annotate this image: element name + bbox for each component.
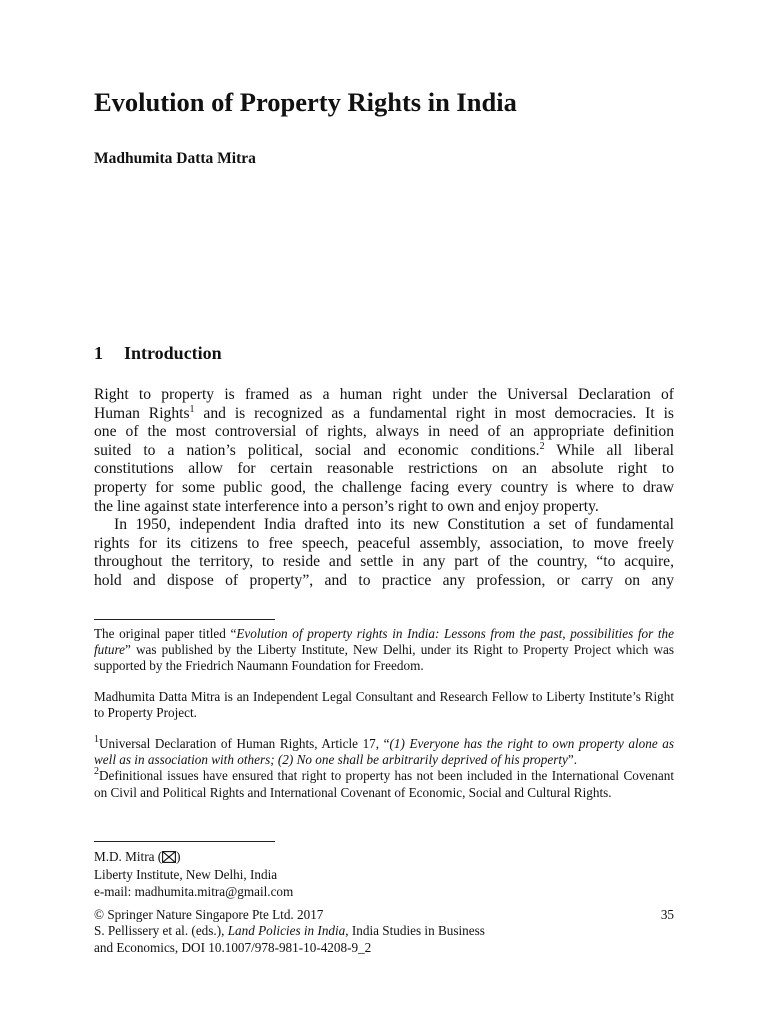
body-text <box>94 386 674 591</box>
paragraph-line: property for some public good, the challenge facing every country is where to draw <box>94 478 674 496</box>
institute-line: Liberty Institute, New Delhi, India <box>94 867 278 883</box>
author-address <box>94 849 293 900</box>
paper-page <box>94 0 674 1024</box>
paper-title: Evolution of Property Rights in India <box>94 87 517 117</box>
address-divider <box>94 841 275 842</box>
paragraph-line: suited to a nation’s political, social and economic conditions.$^2$ While all liberal <box>94 440 675 459</box>
copyright-block: © Springer Nature Singapore Pte Ltd. 2017 S. Pellissery et al. (eds.), Land Policies in India, India Studies in Business and Economics, DOI 10.1007/978-981-10-4208-9_2 <box>94 907 485 955</box>
page-number: 35 <box>660 907 674 922</box>
section-number: 1 <box>94 343 103 363</box>
paragraph-line: one of the most controversial of rights, always in need of an appropriate definition <box>94 423 674 441</box>
paragraph-line: throughout the territory, to reside and settle in any part of the country, “to acquire, <box>94 553 674 571</box>
envelope-icon[interactable] <box>162 851 176 867</box>
footnote-2: $^2$Definitional issues have ensured that right to property has not been included in the International Covenant on Civil and Political Rights and International Covenant of Economic, Social and Cultural Rights. <box>94 766 674 800</box>
paragraph-line: Human Rights$^1$ and is recognized as a fundamental right in most democracies. It is <box>94 403 674 422</box>
correspondence-line: M.D. Mitra ( ) <box>94 849 293 867</box>
paragraph-line: the line against state interference into a person’s right to own and enjoy property. <box>94 497 599 515</box>
footnote-ref-2[interactable]: 2 <box>539 440 545 452</box>
paragraph-line: In 1950, independent India drafted into its new Constitution a set of fundamental <box>114 516 674 534</box>
original-paper-note: The original paper titled “Evolution of property rights in India: Lessons from the past, possibilities for the future” was published by the Liberty Institute, New Delhi, under its Right to Property Project which was supported by the Friedrich Naumann Foundation for Freedom. <box>94 626 675 674</box>
paragraph-line: Right to property is framed as a human right under the Universal Declaration of <box>94 386 674 403</box>
footnote-1: $^1$Universal Declaration of Human Rights, Article 17, “(1) Everyone has the right to own property alone as well as in association with others; (2) No one shall be arbitrarily deprived of his property”. <box>94 734 675 768</box>
author-name: Madhumita Datta Mitra <box>94 150 256 167</box>
footnote-divider <box>94 619 275 620</box>
section-title: Introduction <box>124 343 222 363</box>
footnotes <box>94 736 674 801</box>
paragraph-line: rights for its citizens to free speech, peaceful assembly, association, to move freely <box>94 534 674 552</box>
author-bio-note: Madhumita Datta Mitra is an Independent Legal Consultant and Research Fellow to Liberty Institute’s Right to Property Project. <box>94 689 674 721</box>
email-line[interactable]: e-mail: madhumita.mitra@gmail.com <box>94 883 294 899</box>
paragraph-line: constitutions allow for certain reasonable restrictions on an absolute right to <box>94 460 674 478</box>
section-heading <box>94 341 222 365</box>
footnote-ref-1[interactable]: 1 <box>189 403 195 415</box>
paragraph-line: hold and dispose of property”, and to practice any profession, or carry on any <box>94 571 674 589</box>
